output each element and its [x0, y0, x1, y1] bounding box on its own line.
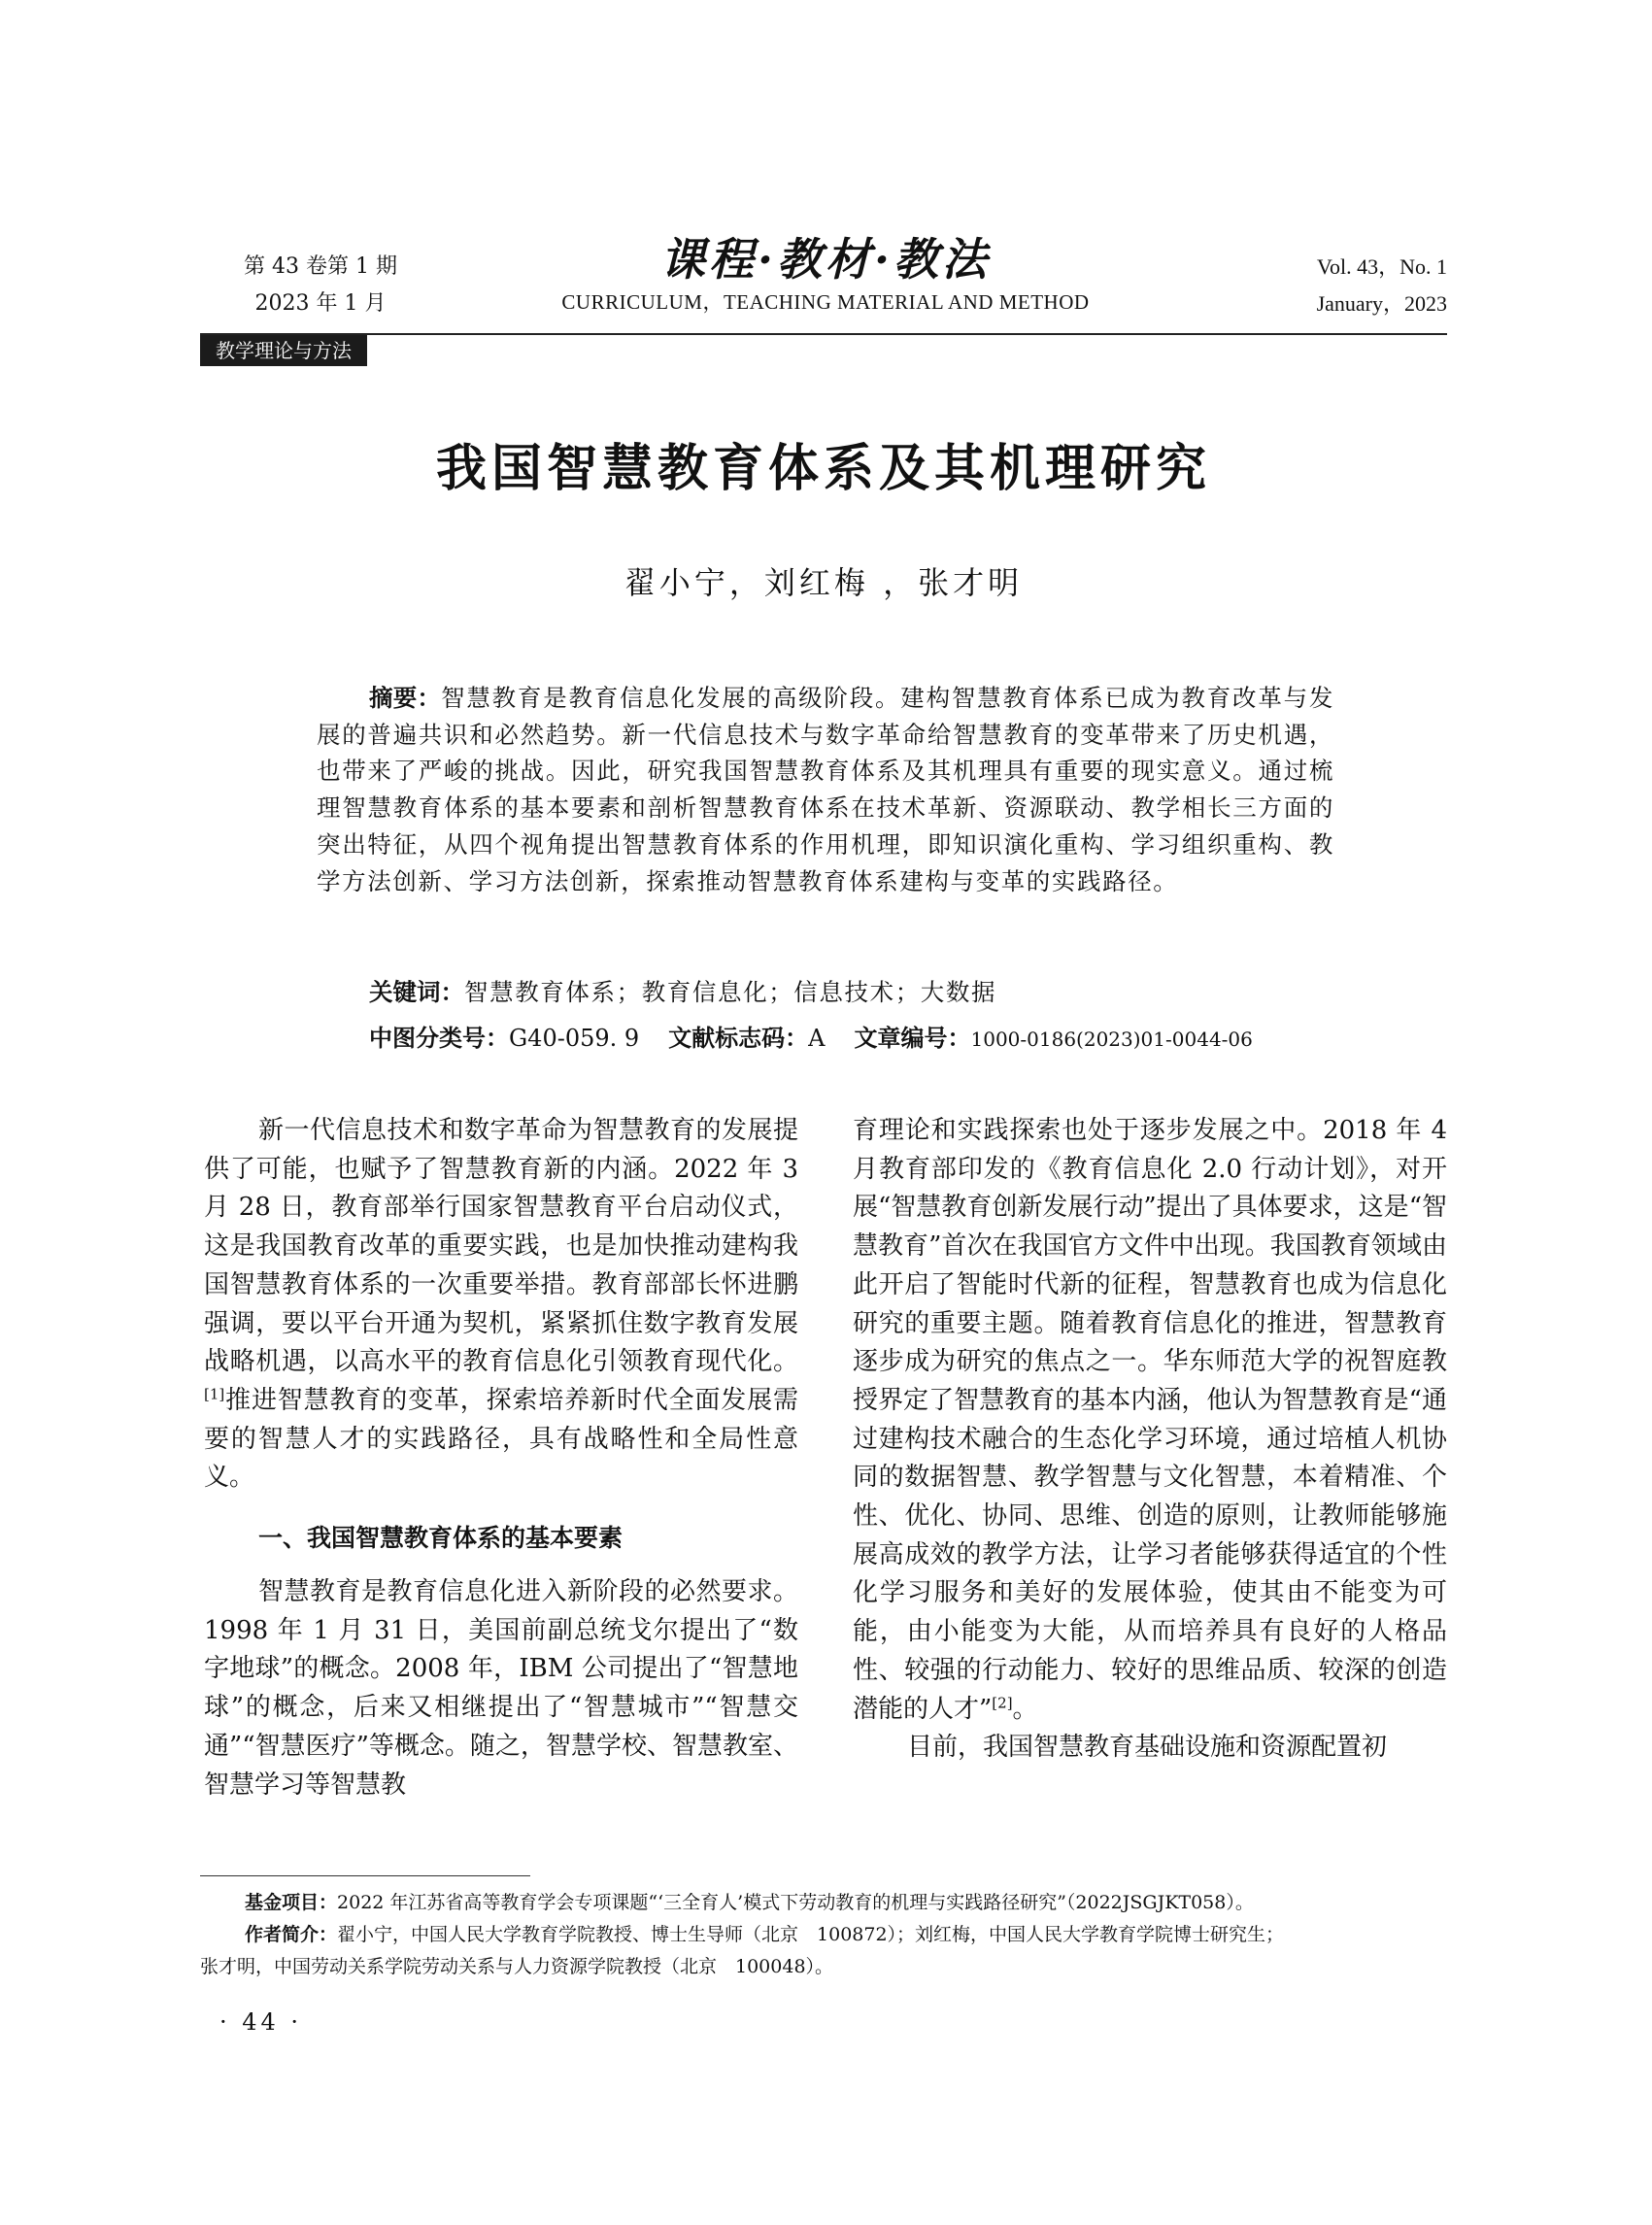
article-authors: 翟小宁，刘红梅 ，张才明 [624, 564, 1024, 601]
paragraph-text: 新一代信息技术和数字革命为智慧教育的发展提供了可能，也赋予了智慧教育新的内涵。2022 年 3 月 28 日，教育部举行国家智慧教育平台启动仪式，这是我国教育改革的重要实践，也是加快推动建构我国智慧教育体系的一次重要举措。教育部部长怀进鹏强调，要以平台开通为契机，紧紧抓住数字教育发展战略机遇，以高水平的教育信息化引领教育现代化。 [204, 1116, 798, 1377]
article-no-label: 文章编号： [854, 1025, 971, 1052]
paragraph-text: 。 [1012, 1694, 1038, 1724]
abstract-text: 智慧教育是教育信息化发展的高级阶段。建构智慧教育体系已成为教育改革与发展的普遍共识和必然趋势。新一代信息技术与数字革命给智慧教育的变革带来了历史机遇，也带来了严峻的挑战。因此，研究我国智慧教育体系及其机理具有重要的现实意义。通过梳理智慧教育体系的基本要素和剖析智慧教育体系在技术革新、资源联动、教学相长三方面的突出特征，从四个视角提出智慧教育体系的作用机理，即知识演化重构、学习组织重构、教学方法创新、学习方法创新，探索推动智慧教育体系建构与变革的实践路径。 [317, 684, 1335, 895]
issue-info-cn [233, 249, 408, 322]
paragraph: 目前，我国智慧教育基础设施和资源配置初 [907, 1733, 1388, 1763]
abstract-label: 摘要： [369, 684, 442, 712]
author-text: 翟小宁，中国人民大学教育学院教授、博士生导师（北京 100872）；刘红梅，中国人民大学教育学院博士研究生； [337, 1924, 1285, 1945]
body-column-left [204, 1112, 798, 1804]
footnote-rule [200, 1875, 530, 1876]
article-no-value: 1000-0186(2023)01-0044-06 [970, 1028, 1253, 1051]
paragraph [853, 1112, 1447, 1729]
author-line-cont: 张才明，中国劳动关系学院劳动关系与人力资源学院教授（北京 100048）。 [200, 1956, 834, 1977]
paragraph-text: 育理论和实践探索也处于逐步发展之中。2018 年 4 月教育部印发的《教育信息化 2.0 行动计划》，对开展“智慧教育创新发展行动”提出了具体要求，这是“智慧教育”首次在我国官方文件中出现。我国教育领域由此开启了智能时代新的征程，智慧教育也成为信息化研究的重要主题。随着教育信息化的推进，智慧教育逐步成为研究的焦点之一。华东师范大学的祝智庭教授界定了智慧教育的基本内涵，他认为智慧教育是“通过建构技术融合的生态化学习环境，通过培植人机协同的数据智慧、教学智慧与文化智慧，本着精准、个性、优化、协同、思维、创造的原则，让教师能够施展高成效的教学方法，让学习者能够获得适宜的个性化学习服务和美好的发展体验，使其由不能变为可能，由小能变为大能，从而培养具有良好的人格品性、较强的行动能力、较好的思维品质、较深的创造潜能的人才” [853, 1116, 1447, 1724]
article-title: 我国智慧教育体系及其机理研究 [435, 440, 1211, 498]
clc-label: 中图分类号： [369, 1025, 509, 1052]
section-heading: 一、我国智慧教育体系的基本要素 [258, 1524, 624, 1553]
doc-code-value: A [808, 1025, 826, 1052]
page-number: · 44 · [219, 2008, 303, 2036]
classification-line [369, 1021, 1340, 1058]
fund-line [200, 1887, 1453, 1919]
volume-en: Vol. 43，No. 1 [1316, 254, 1447, 279]
journal-title-en: CURRICULUM，TEACHING MATERIAL AND METHOD [561, 290, 1090, 314]
fund-label: 基金项目： [245, 1892, 338, 1913]
citation-ref: [1] [204, 1385, 225, 1403]
doc-code-label: 文献标志码： [668, 1025, 809, 1052]
keywords [369, 974, 1334, 1010]
author-line [200, 1919, 1453, 1951]
keywords-label: 关键词： [369, 978, 464, 1006]
footnote [200, 1887, 1453, 1983]
journal-title-cn: 课程·教材·教法 [659, 233, 992, 286]
paragraph-text: 推进智慧教育的变革，探索培养新时代全面发展需要的智慧人才的实践路径，具有战略性和全局性意义。 [204, 1385, 798, 1493]
paragraph: 智慧教育是教育信息化进入新阶段的必然要求。1998 年 1 月 31 日，美国前副总统戈尔提出了“数字地球”的概念。2008 年，IBM 公司提出了“智慧地球”的概念，后来又相继提出了“智慧城市”“智慧交通”“智慧医疗”等概念。随之，智慧学校、智慧教室、智慧学习等智慧教 [204, 1577, 798, 1800]
fund-text: 2022 年江苏省高等教育学会专项课题“‘三全育人’模式下劳动教育的机理与实践路径研究”（2022JSGJKT058）。 [337, 1892, 1254, 1913]
issue-info-en [1253, 249, 1447, 322]
clc-value: G40-059. 9 [509, 1025, 640, 1052]
journal-masthead [505, 233, 1146, 319]
header-rule [200, 333, 1447, 335]
body-column-right [853, 1112, 1447, 1768]
date-en: January，2023 [1316, 291, 1447, 316]
section-tag: 教学理论与方法 [200, 335, 367, 366]
volume-cn: 第 43 卷第 1 期 [244, 254, 397, 279]
abstract [317, 680, 1334, 899]
keywords-text: 智慧教育体系；教育信息化；信息技术；大数据 [464, 978, 997, 1006]
author-label: 作者简介： [245, 1924, 338, 1945]
paragraph [204, 1112, 798, 1498]
date-cn: 2023 年 1 月 [254, 291, 387, 316]
citation-ref: [2] [992, 1693, 1013, 1711]
